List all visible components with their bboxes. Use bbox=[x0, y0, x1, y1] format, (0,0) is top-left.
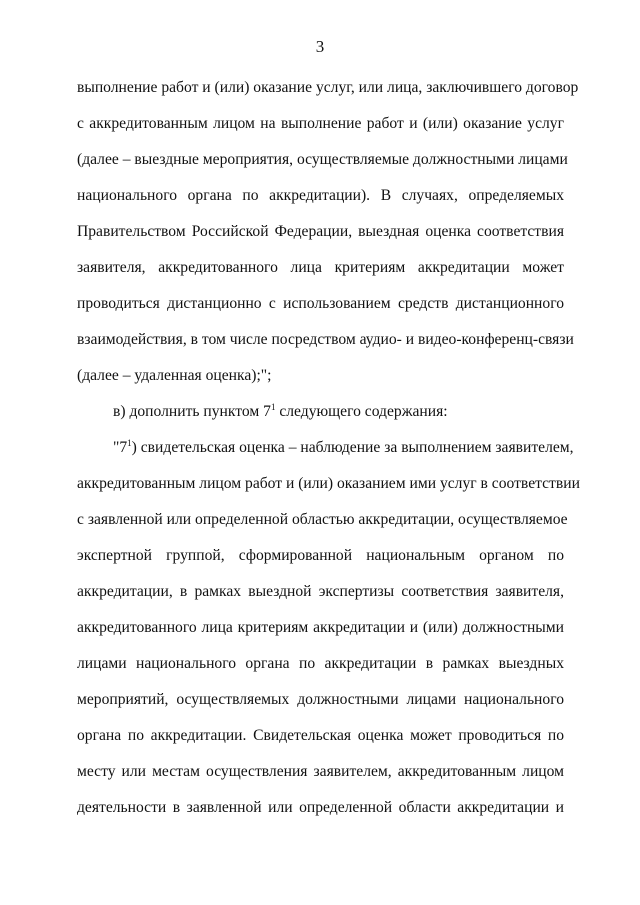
text-line: органа по аккредитации. Свидетельская оценка может проводиться по bbox=[77, 727, 564, 744]
text-line: заявителя, аккредитованного лица критериям аккредитации может bbox=[77, 259, 564, 276]
text-line: выполнение работ и (или) оказание услуг, или лица, заключившего договор bbox=[77, 79, 579, 96]
text-line: лицами национального органа по аккредитации в рамках выездных bbox=[77, 655, 564, 672]
text-line-item-7-1 bbox=[113, 438, 574, 458]
text-line: мероприятий, осуществляемых должностными лицами национального bbox=[77, 691, 564, 708]
text-line-paragraph-end: (далее – удаленная оценка);"; bbox=[77, 367, 272, 384]
text-line: экспертной группой, сформированной национальным органом по bbox=[77, 547, 564, 564]
page-number: 3 bbox=[315, 37, 325, 56]
superscript: 1 bbox=[270, 402, 276, 412]
text-line: (далее – выездные мероприятия, осуществляемые должностными лицами bbox=[77, 151, 568, 168]
text-segment: в) дополнить пунктом 7 bbox=[113, 403, 271, 420]
text-line: взаимодействия, в том числе посредством аудио- и видео-конференц-связи bbox=[77, 331, 574, 348]
text-line: аккредитации, в рамках выездной экспертизы соответствия заявителя, bbox=[77, 583, 564, 600]
text-line: месту или местам осуществления заявителем, аккредитованным лицом bbox=[77, 763, 564, 780]
text-segment: "7 bbox=[113, 439, 128, 456]
text-line-subitem-v bbox=[113, 402, 564, 422]
text-segment: следующего содержания: bbox=[275, 403, 448, 420]
text-line: национального органа по аккредитации). В случаях, определяемых bbox=[77, 187, 564, 204]
text-line: проводиться дистанционно с использованием средств дистанционного bbox=[77, 295, 564, 312]
superscript: 1 bbox=[127, 438, 132, 448]
text-line: Правительством Российской Федерации, выездная оценка соответствия bbox=[77, 223, 564, 240]
text-line: с аккредитованным лицом на выполнение работ и (или) оказание услуг bbox=[77, 115, 564, 132]
text-line: деятельности в заявленной или определенной области аккредитации и bbox=[77, 799, 564, 816]
text-line: аккредитованным лицом работ и (или) оказанием ими услуг в соответствии bbox=[77, 475, 580, 492]
text-line: аккредитованного лица критериям аккредитации и (или) должностными bbox=[77, 619, 564, 636]
text-line: с заявленной или определенной областью аккредитации, осуществляемое bbox=[77, 511, 568, 528]
text-segment: ) свидетельская оценка – наблюдение за выполнением заявителем, bbox=[131, 439, 574, 456]
